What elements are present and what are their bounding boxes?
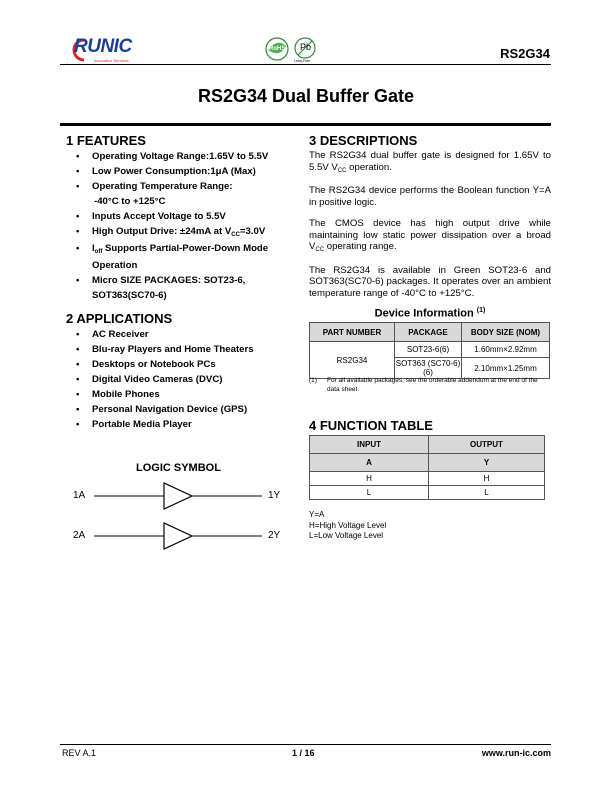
logic-symbol-title: LOGIC SYMBOL — [136, 462, 221, 474]
device-info-footnote-num: (1) — [309, 377, 317, 384]
desc-paragraph-4: The RS2G34 is available in Green SOT23-6 and SOT363(SC70-6) packages. It operates over an ambient temperature range of -40°C to +125°C. — [309, 264, 551, 299]
table-header: OUTPUT — [429, 436, 545, 454]
list-item: • High Output Drive: ±24mA at $V_{CC}=3.0V$ — [76, 226, 266, 238]
rohs-label: RoHS — [269, 46, 286, 52]
features-heading: 1 FEATURES — [66, 133, 146, 148]
table-header: A — [310, 454, 429, 472]
desc-paragraph-2: The RS2G34 device performs the Boolean function Y=A in positive logic. — [309, 185, 551, 208]
legend-line: Y=A — [309, 510, 325, 519]
applications-list — [66, 327, 290, 432]
table-cell: SOT23-6(6) — [395, 342, 462, 358]
logic-output-2y: 2Y — [268, 530, 281, 541]
page-title: RS2G34 Dual Buffer Gate — [197, 86, 415, 106]
header-rule — [60, 64, 551, 65]
descriptions-section — [309, 133, 551, 309]
list-item: • Mobile Phones — [76, 389, 160, 400]
list-item: • Operating Temperature Range: -40°C to +125°C — [76, 181, 233, 207]
table-cell: L — [310, 486, 429, 500]
table-cell: SOT363 (SC70-6)(6) — [395, 359, 461, 377]
pb-label: Pb — [300, 42, 312, 52]
device-info-table — [309, 322, 550, 379]
table-cell-part: RS2G34 — [310, 342, 395, 379]
table-cell: H — [310, 472, 429, 486]
table-cell: L — [429, 486, 545, 500]
temp-range: -40°C to +125°C — [94, 196, 166, 207]
list-item: • Personal Navigation Device (GPS) — [76, 404, 248, 415]
list-item: • Blu-ray Players and Home Theaters — [76, 344, 254, 355]
list-item: • Operating Voltage Range:1.65V to 5.5V — [76, 151, 269, 162]
logic-symbol-diagram — [90, 480, 270, 560]
list-item: • Desktops or Notebook PCs — [76, 359, 216, 370]
header-part-number: RS2G34 — [500, 46, 550, 61]
table-header: PACKAGE — [395, 323, 462, 342]
logo-tagline: Innovative Services — [94, 58, 129, 63]
legend-line: H=High Voltage Level — [309, 520, 387, 530]
title-rule — [60, 123, 551, 126]
list-item: • $I_{off}$ Supports Partial-Power-Down Mode Operation — [76, 243, 269, 271]
features-section — [66, 133, 290, 303]
footer-revision: REV A.1 — [62, 748, 97, 758]
list-item: • Inputs Accept Voltage to 5.5V — [76, 211, 226, 222]
runic-logo — [70, 34, 140, 66]
device-info-heading: Device Information $^{(1)}$ — [374, 307, 486, 320]
table-cell: 2.10mm×1.25mm — [462, 358, 550, 379]
table-header: INPUT — [310, 436, 429, 454]
compliance-badges — [262, 36, 322, 66]
applications-section — [66, 311, 290, 432]
device-info-footnote: For all available packages, see the orderable addendum at the end of the data sheet. — [327, 377, 538, 393]
legend-line: L=Low Voltage Level — [309, 531, 384, 540]
function-legend — [309, 510, 386, 542]
logic-input-1a: 1A — [73, 490, 86, 501]
function-table-heading: 4 FUNCTION TABLE — [309, 418, 433, 433]
table-header: PART NUMBER — [310, 323, 395, 342]
footer-rule — [60, 744, 551, 745]
table-row — [310, 486, 545, 500]
table-header: Y — [429, 454, 545, 472]
table-row — [310, 472, 545, 486]
logic-input-2a: 2A — [73, 530, 86, 541]
desc-paragraph-1: The RS2G34 dual buffer gate is designed for 1.65V to 5.5V $V_{CC}$ operation. — [309, 150, 551, 174]
function-table-section — [309, 418, 433, 433]
list-item: • Digital Video Cameras (DVC) — [76, 374, 223, 385]
table-row — [310, 342, 550, 358]
table-cell: H — [429, 472, 545, 486]
footer-url[interactable]: www.run-ic.com — [481, 748, 551, 758]
logo-wordmark: RUNIC — [74, 36, 132, 57]
descriptions-heading: 3 DESCRIPTIONS — [309, 133, 418, 148]
logic-output-1y: 1Y — [268, 490, 281, 501]
list-item: • Low Power Consumption:1μA (Max) — [76, 166, 256, 177]
footer-page-number: 1 / 16 — [292, 748, 315, 758]
applications-heading: 2 APPLICATIONS — [66, 311, 173, 326]
table-header: BODY SIZE (NOM) — [462, 323, 550, 342]
list-item: • AC Receiver — [76, 329, 149, 340]
table-cell: 1.60mm×2.92mm — [462, 342, 550, 358]
function-table — [309, 435, 545, 500]
list-item: • Micro SIZE PACKAGES: SOT23-6, SOT363(SC70-6) — [76, 275, 246, 301]
features-list — [66, 149, 290, 303]
leadfree-label: Lead-Free — [294, 59, 311, 63]
desc-paragraph-3: The CMOS device has high output drive while maintaining low static power dissipation over a broad $V_{CC}$ operating range. — [309, 218, 551, 253]
list-item: • Portable Media Player — [76, 419, 192, 430]
